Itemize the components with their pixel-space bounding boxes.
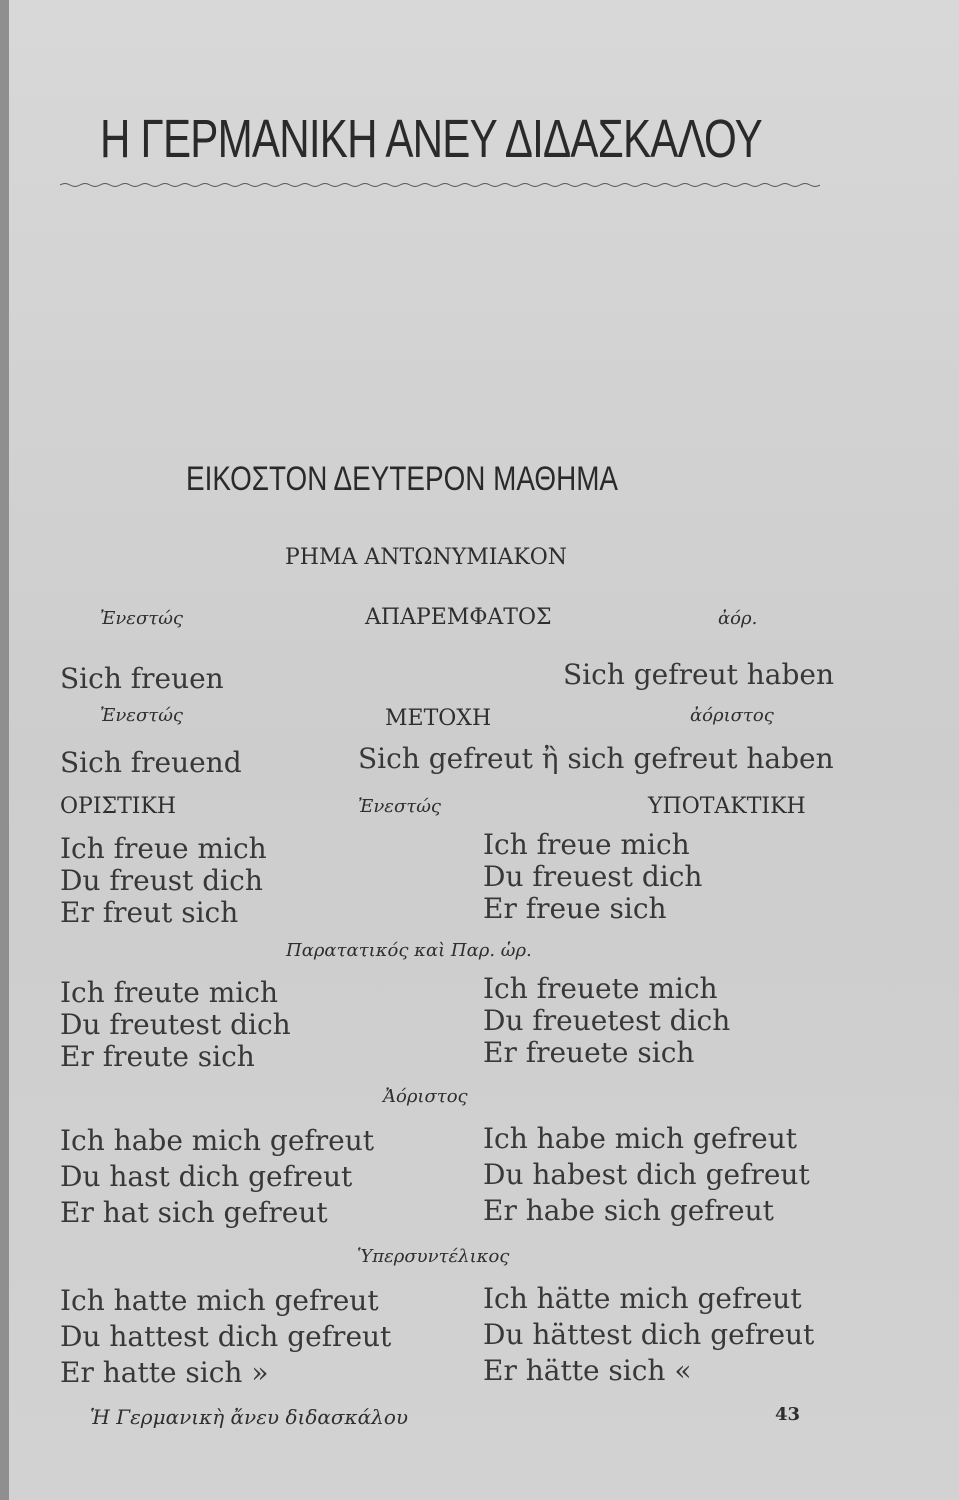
header-wavy-rule (60, 182, 820, 188)
pluperfect-subjunctive-3: Er hätte sich « (483, 1354, 692, 1387)
imperfect-indicative-3: Er freute sich (60, 1040, 255, 1073)
pluperfect-indicative-1: Ich hatte mich gefreut (60, 1284, 379, 1317)
aorist-indicative-1: Ich habe mich gefreut (60, 1124, 375, 1157)
infinitive-present-form: Sich freuen (60, 662, 224, 695)
imperfect-indicative-2: Du freutest dich (60, 1008, 291, 1041)
aorist-label: Ἀόριστος (383, 1086, 468, 1107)
pluperfect-subjunctive-1: Ich hätte mich gefreut (483, 1282, 802, 1315)
present-subjunctive-3: Er freue sich (483, 892, 667, 925)
lesson-title: ΕΙΚΟΣΤΟΝ ΔΕΥΤΕΡΟΝ ΜΑΘΗΜΑ (186, 460, 619, 498)
aorist-subjunctive-1: Ich habe mich gefreut (483, 1122, 798, 1155)
footer-book-title: Ἡ Γερμανικὴ ἄνευ διδασκάλου (90, 1405, 409, 1429)
present-subjunctive-1: Ich freue mich (483, 828, 690, 861)
present-subjunctive-2: Du freuest dich (483, 860, 703, 893)
page-edge (0, 0, 9, 1500)
pluperfect-label: Ὑπερσυντέλικος (357, 1246, 510, 1267)
present-tense-label: Ἐνεστώς (358, 796, 441, 817)
infinitive-heading: ΑΠΑΡΕΜΦΑΤΟΣ (365, 605, 552, 630)
participle-heading: ΜΕΤΟΧΗ (385, 706, 492, 731)
infinitive-aorist-label: ἀόρ. (718, 608, 758, 629)
participle-aorist-form: Sich gefreut ἢ sich gefreut haben (358, 742, 834, 775)
imperfect-subjunctive-1: Ich freuete mich (483, 972, 718, 1005)
aorist-indicative-3: Er hat sich gefreut (60, 1196, 328, 1229)
aorist-subjunctive-2: Du habest dich gefreut (483, 1158, 810, 1191)
participle-present-form: Sich freuend (60, 746, 242, 779)
aorist-indicative-2: Du hast dich gefreut (60, 1160, 353, 1193)
pluperfect-indicative-3: Er hatte sich » (60, 1356, 269, 1389)
present-indicative-3: Er freut sich (60, 896, 239, 929)
indicative-heading: ΟΡΙΣΤΙΚΗ (60, 794, 177, 819)
participle-aorist-label: ἀόριστος (690, 705, 774, 726)
imperfect-subjunctive-3: Er freuete sich (483, 1036, 695, 1069)
page-number: 43 (775, 1404, 801, 1425)
infinitive-aorist-form: Sich gefreut haben (563, 658, 835, 691)
subjunctive-heading: ΥΠΟΤΑΚΤΙΚΗ (648, 794, 806, 819)
pluperfect-subjunctive-2: Du hättest dich gefreut (483, 1318, 815, 1351)
verb-type-heading: ΡΗΜΑ ΑΝΤΩΝΥΜΙΑΚΟΝ (285, 545, 568, 570)
aorist-subjunctive-3: Er habe sich gefreut (483, 1194, 774, 1227)
present-indicative-2: Du freust dich (60, 864, 263, 897)
imperfect-subjunctive-2: Du freuetest dich (483, 1004, 731, 1037)
infinitive-present-label: Ἐνεστώς (100, 608, 183, 629)
participle-present-label: Ἐνεστώς (100, 705, 183, 726)
imperfect-indicative-1: Ich freute mich (60, 976, 278, 1009)
pluperfect-indicative-2: Du hattest dich gefreut (60, 1320, 392, 1353)
present-indicative-1: Ich freue mich (60, 832, 267, 865)
running-header: Η ΓΕΡΜΑΝΙΚΗ ΑΝΕΥ ΔΙΔΑΣΚΑΛΟΥ (100, 109, 763, 169)
imperfect-label: Παρατατικός καὶ Παρ. ὡρ. (286, 940, 532, 961)
